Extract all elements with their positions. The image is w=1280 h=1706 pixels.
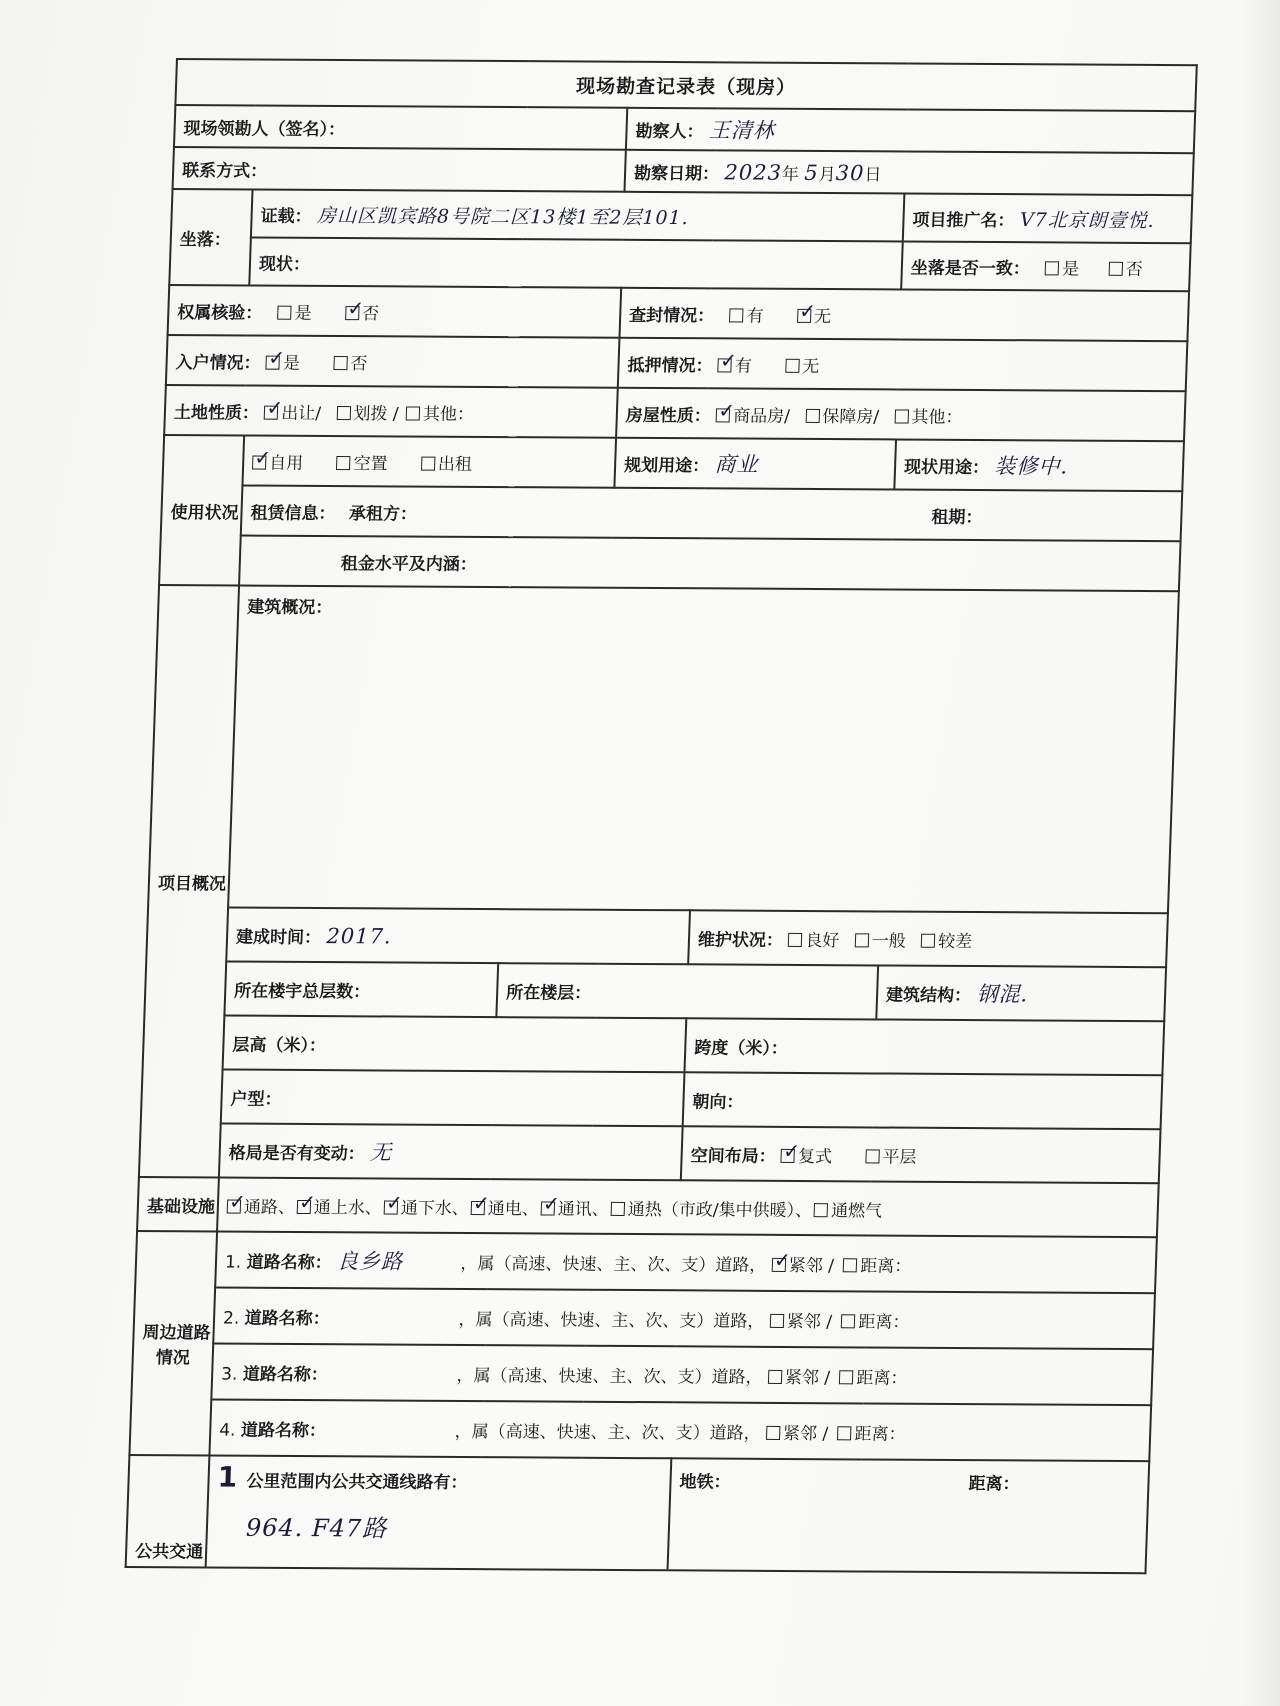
infra-heating-checkbox[interactable] (611, 1201, 625, 1215)
match-no-label: 否 (1125, 259, 1143, 280)
space-flat-label: 平层 (882, 1147, 917, 1168)
survey-form (125, 58, 1196, 1574)
road-3-adjacent-checkbox[interactable] (768, 1369, 782, 1383)
land-cell (164, 385, 618, 438)
built-time-label: 建成时间： (235, 927, 322, 948)
road-row-3 (211, 1343, 1153, 1405)
infra-power-label: 通电、 (487, 1198, 540, 1219)
entry-label: 入户情况： (175, 352, 261, 374)
mortgage-label: 抵押情况： (627, 355, 713, 376)
maintenance-label: 维护状况： (697, 929, 784, 951)
rent-label: 租金水平及内涵： (340, 553, 478, 575)
promo-label: 项目推广名： (912, 210, 1015, 231)
infra-water-supply-checkbox[interactable] (297, 1199, 311, 1213)
transit-lines-value: 964. F47路 (245, 1513, 388, 1543)
transit-lines-cell (206, 1455, 672, 1570)
road-3-distance-label: 距离： (856, 1367, 908, 1389)
maintenance-cell (688, 910, 1168, 967)
space-duplex-checkbox[interactable] (781, 1148, 795, 1162)
total-floors-cell (224, 961, 498, 1017)
road-2-type: ，属（高速、快速、主、次、支）道路， (458, 1309, 765, 1332)
road-4-sep: / (822, 1423, 829, 1444)
road-1-number: 1. (224, 1252, 242, 1273)
maint-average-label: 一般 (871, 930, 907, 952)
entry-no-label: 否 (350, 353, 368, 374)
house-affordable-label: 保障房/ (822, 406, 880, 427)
floor-height-label: 层高（米）： (232, 1035, 327, 1056)
surveyor-label: 勘察人： (635, 121, 704, 143)
maint-good-label: 良好 (805, 930, 840, 951)
usage-rented-label: 出租 (437, 454, 473, 475)
seizure-cell (619, 288, 1189, 341)
date-year-unit: 年 (781, 164, 800, 185)
transit-km-label: 公里范围内公共交通线路有： (246, 1471, 468, 1494)
seizure-no-label: 无 (813, 306, 832, 327)
house-commercial-label: 商品房/ (732, 405, 791, 427)
road-4-adjacent-label: 紧邻 (782, 1423, 818, 1444)
road-2-sep: / (825, 1311, 833, 1332)
house-cell (616, 388, 1186, 441)
house-other-checkbox[interactable] (894, 409, 908, 423)
seizure-label: 查封情况： (628, 305, 715, 326)
road-1-name-value: 良乡路 (336, 1249, 404, 1274)
current-use-value: 装修中. (994, 454, 1069, 479)
location-label: 坐落： (169, 189, 252, 285)
infra-gas-checkbox[interactable] (814, 1203, 828, 1217)
structure-label: 建筑结构： (885, 985, 972, 1007)
date-cell (624, 150, 1193, 195)
date-label: 勘察日期： (633, 163, 720, 184)
seizure-yes-checkbox[interactable] (729, 308, 743, 322)
road-row-2 (213, 1287, 1155, 1349)
infra-water-supply-label: 通上水、 (313, 1197, 383, 1218)
date-year: 2023 (724, 159, 783, 185)
mortgage-no-checkbox[interactable] (785, 358, 799, 372)
roads-label-line2: 情况 (155, 1348, 191, 1369)
road-row-1 (215, 1231, 1157, 1293)
infra-heating-label: 通热（市政/集中供暖）、 (627, 1199, 813, 1221)
land-transfer-checkbox[interactable] (264, 405, 278, 419)
land-allocation-label: 划拨 / (353, 403, 399, 424)
surveyor-signature: 王清林 (708, 118, 776, 143)
maint-poor-label: 较差 (937, 931, 973, 952)
match-no-checkbox[interactable] (1108, 261, 1122, 275)
road-row-4 (209, 1399, 1151, 1461)
road-4-name-label: 道路名称： (240, 1420, 327, 1441)
project-overview-label: 项目概况 (139, 585, 239, 1177)
roads-label-line1: 周边道路 (142, 1323, 211, 1344)
floor-cell (496, 963, 878, 1019)
infra-telecom-label: 通讯、 (557, 1199, 610, 1220)
house-commercial-checkbox[interactable] (716, 408, 730, 422)
road-1-adjacent-checkbox[interactable] (772, 1258, 786, 1272)
entry-yes-label: 是 (282, 353, 301, 374)
layout-change-value: 无 (369, 1140, 393, 1165)
road-2-adjacent-label: 紧邻 (786, 1311, 822, 1332)
unit-type-label: 户型： (230, 1089, 282, 1110)
road-2-adjacent-checkbox[interactable] (770, 1313, 784, 1327)
road-4-adjacent-checkbox[interactable] (766, 1425, 780, 1439)
house-affordable-checkbox[interactable] (805, 408, 819, 422)
survey-table (125, 58, 1198, 1574)
location-cert-cell (251, 189, 905, 241)
lease-info-label: 租赁信息： (250, 503, 336, 524)
current-use-label: 现状用途： (903, 457, 990, 479)
layout-change-cell (219, 1123, 683, 1180)
planned-use-cell (614, 438, 896, 490)
mortgage-no-label: 无 (801, 356, 820, 377)
planned-use-value: 商业 (714, 452, 759, 477)
usage-self-checkbox[interactable] (252, 455, 266, 469)
date-month: 5 (803, 160, 820, 185)
date-month-unit: 月 (818, 164, 837, 185)
road-3-number: 3. (220, 1364, 238, 1385)
mortgage-yes-label: 有 (734, 355, 753, 377)
road-4-number: 4. (218, 1420, 236, 1441)
cert-label: 证载： (260, 206, 312, 227)
location-current-cell (249, 237, 903, 289)
roads-label (129, 1231, 217, 1455)
infra-drainage-label: 通下水、 (400, 1198, 470, 1219)
infra-telecom-checkbox[interactable] (541, 1201, 555, 1215)
structure-value: 钢混. (976, 982, 1029, 1007)
maint-good-checkbox[interactable] (788, 932, 802, 946)
infra-power-checkbox[interactable] (471, 1201, 485, 1215)
seizure-yes-label: 有 (746, 306, 764, 327)
unit-type-cell (221, 1069, 685, 1126)
match-label: 坐落是否一致： (910, 258, 1031, 279)
space-flat-checkbox[interactable] (865, 1149, 879, 1163)
orientation-label: 朝向： (692, 1091, 744, 1113)
rent-cell (239, 535, 1181, 591)
lessee-label: 承租方： (348, 503, 418, 525)
land-transfer-label: 出让/ (280, 403, 322, 424)
mortgage-yes-checkbox[interactable] (718, 358, 732, 372)
seizure-no-checkbox[interactable] (797, 308, 811, 322)
house-label: 房屋性质： (625, 405, 712, 426)
infrastructure-label: 基础设施 (137, 1177, 219, 1231)
site-lead-cell (174, 105, 627, 150)
road-4-name-value (331, 1436, 449, 1437)
road-1-distance-label: 距离： (859, 1256, 912, 1277)
entry-yes-checkbox[interactable] (266, 355, 280, 369)
maint-average-checkbox[interactable] (855, 933, 869, 947)
infra-road-label: 通路、 (243, 1197, 296, 1218)
layout-change-label: 格局是否有变动： (228, 1143, 366, 1165)
floor-height-cell (223, 1015, 687, 1072)
infra-drainage-checkbox[interactable] (384, 1200, 398, 1214)
road-2-name-value (335, 1324, 453, 1325)
built-time-value: 2017. (326, 923, 393, 948)
road-1-type: ，属（高速、快速、主、次、支）道路， (460, 1253, 767, 1276)
maint-poor-checkbox[interactable] (921, 933, 935, 947)
infra-road-checkbox[interactable] (227, 1199, 241, 1213)
lease-info-cell (241, 485, 1183, 541)
ownership-yes-checkbox[interactable] (278, 305, 292, 319)
match-yes-label: 是 (1061, 258, 1080, 280)
location-match-cell (901, 241, 1191, 291)
usage-self-label: 自用 (268, 453, 304, 474)
road-1-sep: / (827, 1256, 835, 1277)
road-1-distance-checkbox[interactable] (843, 1258, 857, 1272)
span-label: 跨度（米）： (693, 1037, 789, 1059)
road-3-name-value (333, 1380, 451, 1381)
ownership-cell (168, 285, 622, 338)
site-lead-label: 现场领勘人（签名）： (183, 118, 346, 140)
subway-label: 地铁： (679, 1472, 731, 1493)
entry-cell (166, 335, 620, 388)
contact-cell (173, 147, 626, 192)
contact-label: 联系方式： (181, 160, 268, 182)
usage-options-cell (242, 435, 616, 487)
road-2-distance-checkbox[interactable] (841, 1314, 855, 1328)
road-3-type: ，属（高速、快速、主、次、支）道路， (456, 1365, 763, 1388)
house-other-label: 其他： (911, 407, 963, 428)
span-cell (684, 1018, 1164, 1075)
ownership-no-checkbox[interactable] (345, 306, 359, 320)
road-1-adjacent-label: 紧邻 (788, 1255, 824, 1277)
date-day: 30 (835, 160, 865, 185)
usage-vacant-checkbox[interactable] (336, 456, 350, 470)
cert-address: 房山区凯宾路8号院二区13楼1至2层101. (316, 204, 690, 229)
orientation-cell (683, 1072, 1163, 1129)
built-time-cell (226, 907, 690, 964)
road-2-distance-label: 距离： (858, 1311, 910, 1333)
road-3-adjacent-label: 紧邻 (784, 1367, 820, 1388)
form-title: 现场勘查记录表（现房） (175, 59, 1196, 111)
subway-cell (668, 1458, 1150, 1573)
infrastructure-cell (217, 1177, 1159, 1237)
road-3-sep: / (824, 1367, 831, 1388)
lease-term-label: 租期： (931, 507, 983, 528)
current-location-label: 现状： (258, 254, 311, 275)
entry-no-checkbox[interactable] (333, 356, 347, 370)
promo-value: V7北京朗壹悦. (1019, 208, 1156, 232)
infra-gas-label: 通燃气 (830, 1200, 883, 1222)
surveyor-cell (626, 108, 1195, 153)
floor-label: 所在楼层： (505, 982, 592, 1004)
ownership-yes-label: 是 (294, 303, 313, 324)
promo-cell (903, 193, 1193, 243)
road-3-distance-checkbox[interactable] (839, 1370, 853, 1384)
transit-label: 公共交通 (126, 1455, 210, 1567)
mortgage-cell (618, 338, 1188, 391)
match-yes-checkbox[interactable] (1045, 261, 1059, 275)
transit-km-value: 1 (217, 1460, 238, 1494)
planned-use-label: 规划用途： (623, 455, 710, 477)
road-3-name-label: 道路名称： (242, 1364, 329, 1385)
road-2-number: 2. (222, 1308, 240, 1329)
land-other-label: 其他： (422, 404, 475, 425)
usage-rented-checkbox[interactable] (421, 456, 435, 470)
subway-distance-label: 距离： (968, 1474, 1020, 1495)
structure-cell (876, 965, 1166, 1021)
date-day-unit: 日 (864, 164, 882, 185)
road-4-distance-label: 距离： (854, 1423, 906, 1445)
ownership-no-label: 否 (361, 303, 380, 324)
current-use-cell (894, 439, 1184, 491)
road-1-name-label: 道路名称： (246, 1252, 332, 1274)
road-2-name-label: 道路名称： (244, 1308, 331, 1329)
space-duplex-label: 复式 (797, 1146, 833, 1167)
road-4-distance-checkbox[interactable] (837, 1426, 851, 1440)
ownership-label: 权属核验： (176, 302, 263, 324)
usage-vacant-label: 空置 (353, 453, 388, 474)
usage-label: 使用状况 (159, 435, 244, 585)
building-overview-label: 建筑概况： (246, 597, 333, 619)
total-floors-label: 所在楼宇总层数： (233, 981, 371, 1002)
space-layout-label: 空间布局： (690, 1145, 776, 1167)
land-allocation-checkbox[interactable] (336, 406, 350, 420)
building-overview-cell (228, 585, 1179, 913)
land-other-checkbox[interactable] (406, 406, 420, 420)
space-layout-cell (681, 1126, 1161, 1183)
road-4-type: ，属（高速、快速、主、次、支）道路， (454, 1421, 761, 1444)
land-label: 土地性质： (173, 402, 260, 424)
